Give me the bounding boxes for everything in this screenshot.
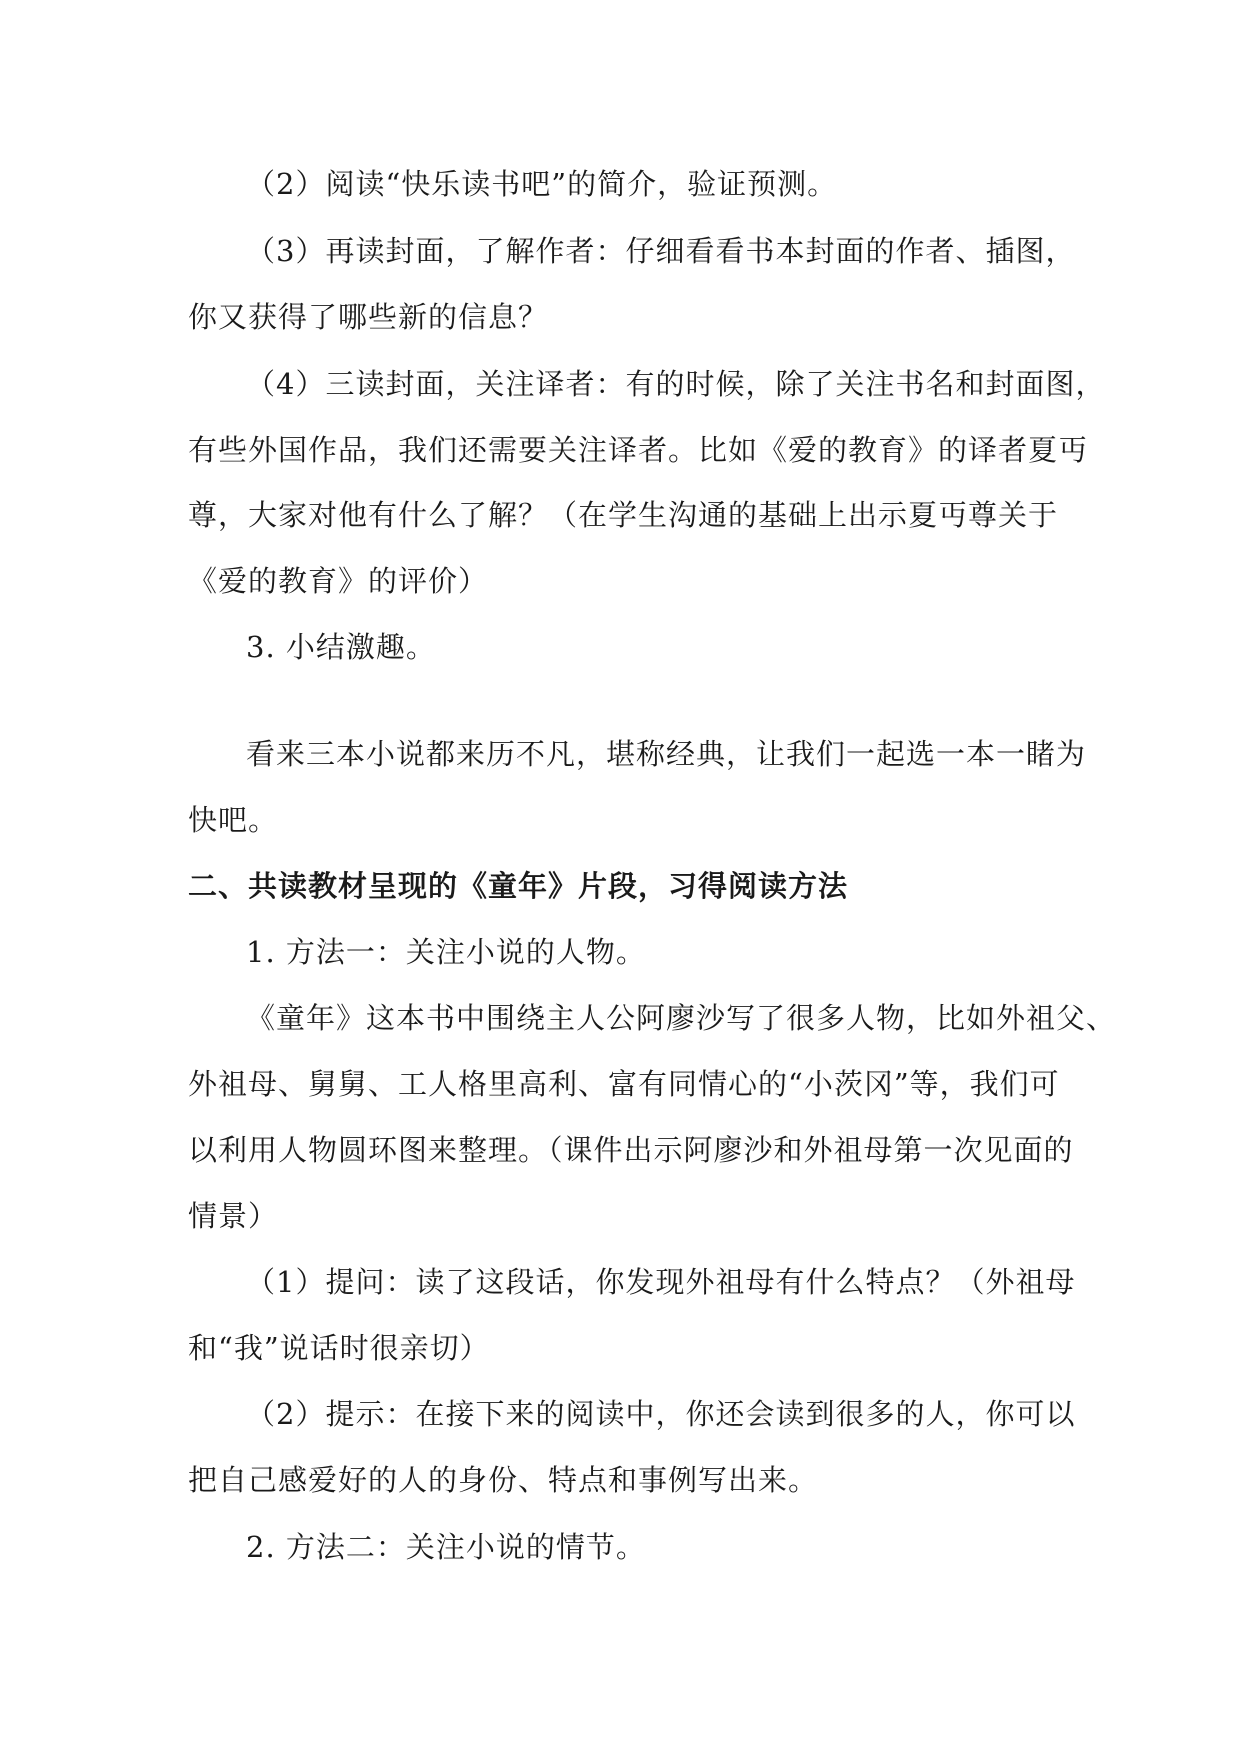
paragraph-line: （2）阅读“快乐读书吧”的简介，验证预测。 <box>246 167 838 201</box>
paragraph-line: 看来三本小说都来历不凡，堪称经典，让我们一起选一本一睹为 <box>246 737 1087 771</box>
paragraph-line: 2. 方法二：关注小说的情节。 <box>246 1530 646 1564</box>
paragraph-line: 3. 小结激趣。 <box>246 630 436 664</box>
paragraph-line: 你又获得了哪些新的信息？ <box>188 300 549 334</box>
paragraph-line: 尊，大家对他有什么了解？（在学生沟通的基础上出示夏丏尊关于 <box>188 498 1059 532</box>
paragraph-line: 有些外国作品，我们还需要关注译者。比如《爱的教育》的译者夏丏 <box>188 433 1089 467</box>
paragraph-line: 情景） <box>188 1199 279 1233</box>
paragraph-line: 把自己感爱好的人的身份、特点和事例写出来。 <box>188 1463 819 1497</box>
paragraph-line: 快吧。 <box>188 803 279 837</box>
paragraph-line: 《童年》这本书中围绕主人公阿廖沙写了很多人物，比如外祖父、 <box>246 1001 1117 1035</box>
paragraph-line: 《爱的教育》的评价） <box>188 564 489 598</box>
paragraph-line: 外祖母、舅舅、工人格里高利、富有同情心的“小茨冈”等，我们可 <box>188 1067 1060 1101</box>
paragraph-line: （1）提问：读了这段话，你发现外祖母有什么特点？（外祖母 <box>246 1265 1076 1299</box>
paragraph-line: （4）三读封面，关注译者：有的时候，除了关注书名和封面图， <box>246 367 1106 401</box>
paragraph-line: 和“我”说话时很亲切） <box>188 1331 490 1365</box>
paragraph-line: （3）再读封面，了解作者：仔细看看书本封面的作者、插图， <box>246 234 1076 268</box>
paragraph-line: 1. 方法一：关注小说的人物。 <box>246 935 646 969</box>
paragraph-line: 以利用人物圆环图来整理。（课件出示阿廖沙和外祖母第一次见面的 <box>188 1133 1074 1167</box>
section-heading: 二、共读教材呈现的《童年》片段，习得阅读方法 <box>188 869 849 903</box>
paragraph-line: （2）提示：在接下来的阅读中，你还会读到很多的人，你可以 <box>246 1397 1076 1431</box>
